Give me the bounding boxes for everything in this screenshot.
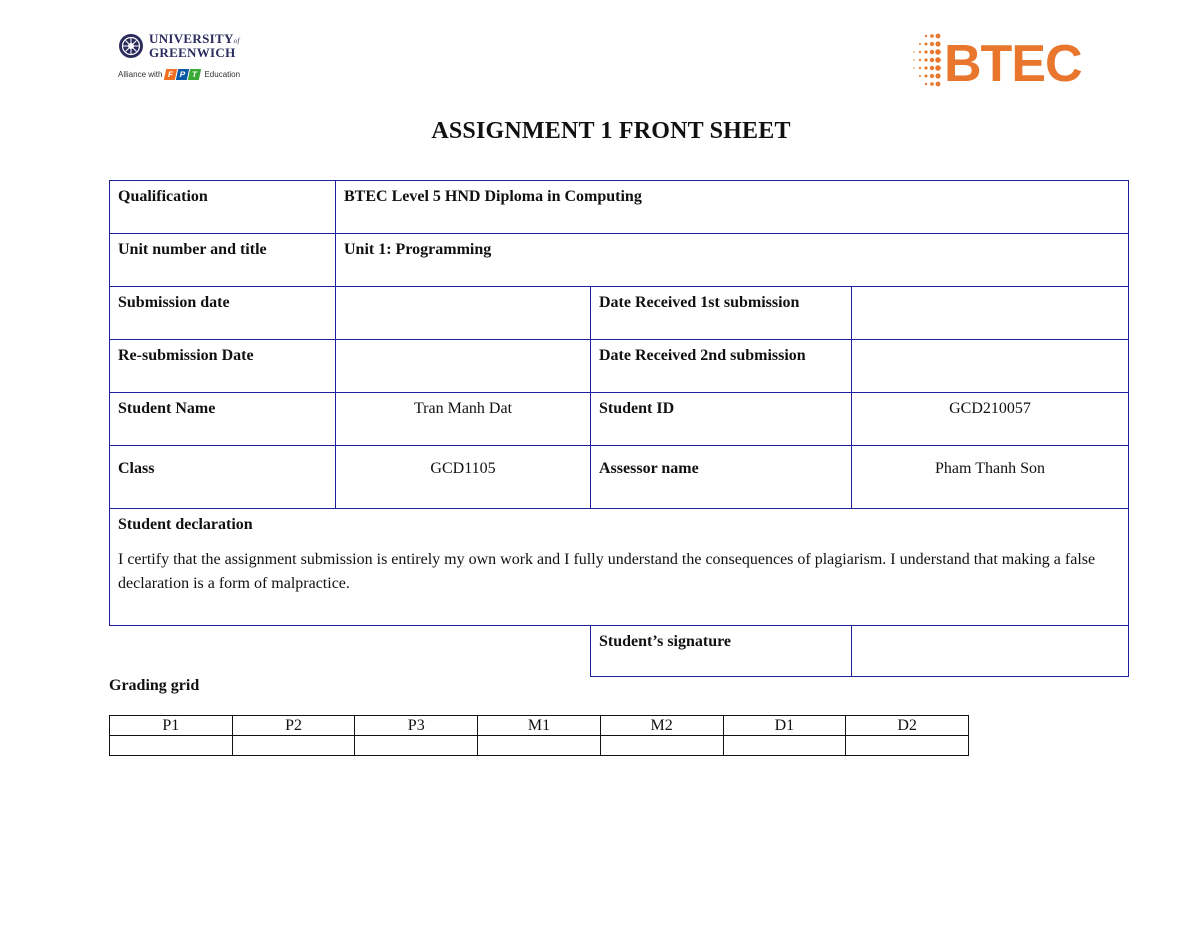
qualification-value: BTEC Level 5 HND Diploma in Computing [336, 181, 1129, 234]
grade-cell-d2[interactable] [846, 736, 969, 756]
grade-header-m1: M1 [478, 716, 601, 736]
student-id-label: Student ID [591, 393, 852, 446]
unit-label: Unit number and title [110, 234, 336, 287]
grade-cell-p1[interactable] [110, 736, 233, 756]
class-label: Class [110, 446, 336, 509]
received-1st-field[interactable] [852, 287, 1129, 340]
grade-header-m2: M2 [600, 716, 723, 736]
greenwich-crest-icon [118, 33, 144, 59]
received-1st-label: Date Received 1st submission [591, 287, 852, 340]
grading-header-row [110, 716, 969, 736]
assessor-label: Assessor name [591, 446, 852, 509]
submission-date-field[interactable] [336, 287, 591, 340]
submission-date-label: Submission date [110, 287, 336, 340]
grade-header-d2: D2 [846, 716, 969, 736]
row-declaration [110, 509, 1129, 626]
grade-cell-m1[interactable] [478, 736, 601, 756]
alliance-prefix: Alliance with [118, 70, 163, 79]
ug-line2: GREENWICH [149, 45, 236, 60]
signature-field[interactable] [852, 626, 1129, 677]
grade-cell-d1[interactable] [723, 736, 846, 756]
btec-logo [908, 30, 1098, 94]
grading-grid-table [109, 715, 969, 756]
row-resubmission [110, 340, 1129, 393]
declaration-text: I certify that the assignment submission is entirely my own work and I fully understand the consequences of plagiarism. I understand that making a false declaration is a form of malpractice. [118, 551, 1096, 592]
declaration-label: Student declaration [118, 516, 253, 533]
fpt-letter-f: F [164, 69, 177, 80]
ug-of: of [233, 37, 240, 45]
grading-grid-label: Grading grid [109, 677, 200, 694]
student-name-label: Student Name [110, 393, 336, 446]
fpt-letter-p: P [176, 69, 189, 80]
alliance-suffix: Education [204, 70, 241, 79]
btec-dots-icon [908, 30, 948, 94]
ug-line1: UNIVERSITY [149, 31, 234, 46]
received-2nd-field[interactable] [852, 340, 1129, 393]
resubmission-date-label: Re-submission Date [110, 340, 336, 393]
grade-header-p1: P1 [110, 716, 233, 736]
grade-header-d1: D1 [723, 716, 846, 736]
signature-spacer [110, 626, 591, 677]
university-of-greenwich-logo [118, 33, 258, 93]
page-title: ASSIGNMENT 1 FRONT SHEET [431, 118, 791, 144]
resubmission-date-field[interactable] [336, 340, 591, 393]
student-id-value[interactable]: GCD210057 [852, 393, 1129, 446]
declaration-cell [110, 509, 1129, 626]
row-submission [110, 287, 1129, 340]
row-qualification [110, 181, 1129, 234]
row-class [110, 446, 1129, 509]
unit-value: Unit 1: Programming [336, 234, 1129, 287]
grading-value-row [110, 736, 969, 756]
row-unit [110, 234, 1129, 287]
grade-cell-p3[interactable] [355, 736, 478, 756]
assessor-value[interactable]: Pham Thanh Son [852, 446, 1129, 509]
fpt-logo [165, 69, 201, 80]
fpt-letter-t: T [188, 69, 201, 80]
received-2nd-label: Date Received 2nd submission [591, 340, 852, 393]
qualification-label: Qualification [110, 181, 336, 234]
grade-header-p3: P3 [355, 716, 478, 736]
class-value[interactable]: GCD1105 [336, 446, 591, 509]
grade-cell-m2[interactable] [600, 736, 723, 756]
grade-header-p2: P2 [232, 716, 355, 736]
row-student [110, 393, 1129, 446]
btec-wordmark: BTEC [944, 35, 1082, 93]
grade-cell-p2[interactable] [232, 736, 355, 756]
student-name-value[interactable]: Tran Manh Dat [336, 393, 591, 446]
signature-label: Student’s signature [591, 626, 852, 677]
row-signature [110, 626, 1129, 677]
front-sheet-table [109, 180, 1129, 677]
